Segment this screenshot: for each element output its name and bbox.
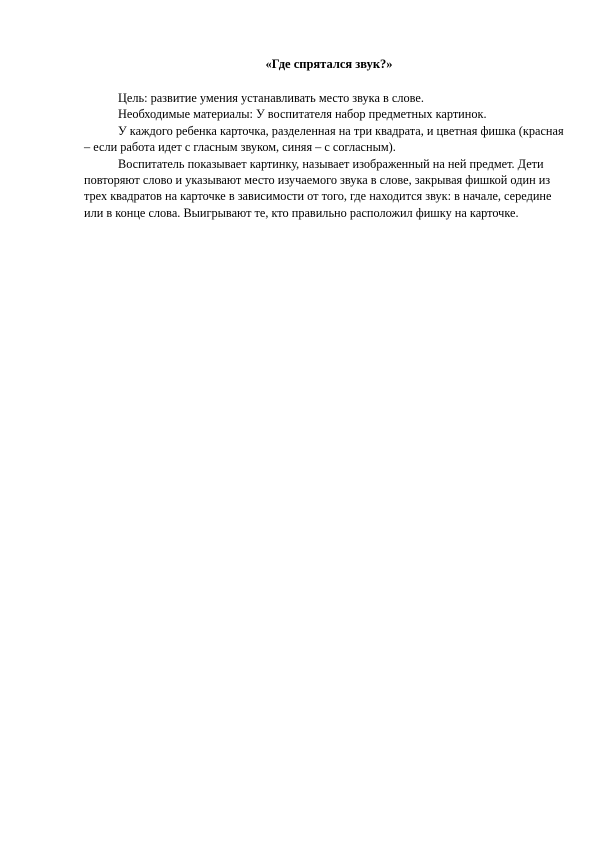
document-body bbox=[84, 90, 564, 221]
paragraph-game-rules: Воспитатель показывает картинку, называет изображенный на ней предмет. Дети повторяют слово и указывают место изучаемого звука в слове, закрывая фишкой один из трех квадратов на карточке в зависимости от того, где находится звук: в начале, середине или в конце слова. Выигрывают те, кто правильно расположил фишку на карточке. bbox=[84, 156, 552, 220]
paragraph-materials: Необходимые материалы: У воспитателя набор предметных картинок. bbox=[118, 107, 487, 122]
paragraph-card-description: У каждого ребенка карточка, разделенная на три квадрата, и цветная фишка (красная – если работа идет с гласным звуком, синяя – с согласным). bbox=[84, 123, 564, 155]
paragraph-goal: Цель: развитие умения устанавливать место звука в слове. bbox=[118, 91, 424, 105]
document-title: «Где спрятался звук?» bbox=[265, 57, 393, 71]
